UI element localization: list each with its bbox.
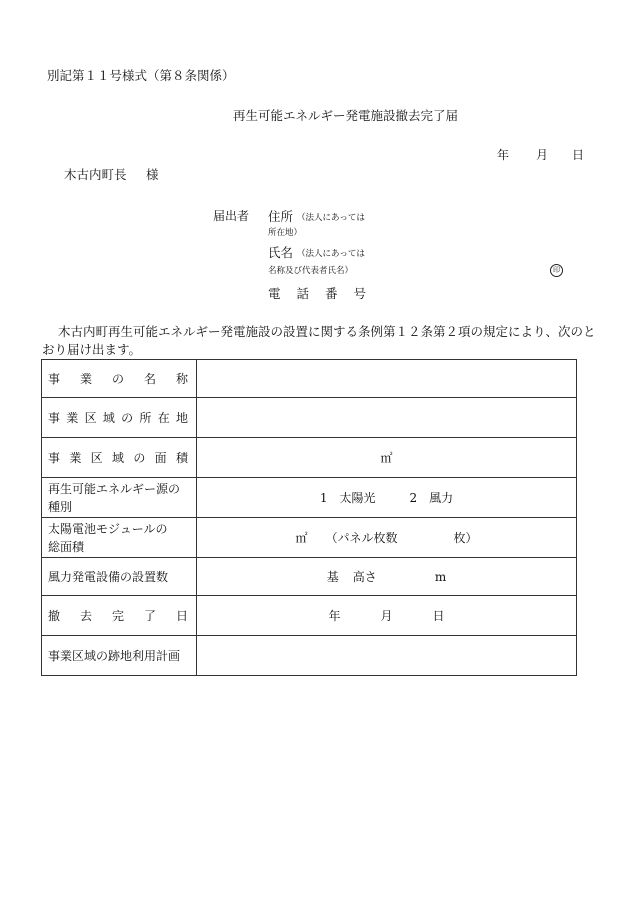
table-row bbox=[42, 558, 577, 596]
address-note-1: （法人にあっては bbox=[297, 213, 365, 223]
recipient-suffix: 様 bbox=[146, 167, 159, 182]
label-removal-date: 撤去完了日 bbox=[42, 596, 197, 636]
label-energy-type: 再生可能エネルギー源の 種別 bbox=[42, 478, 197, 518]
field-land-use-plan[interactable] bbox=[197, 636, 577, 676]
panel-count-open: （パネル枚数 bbox=[325, 531, 398, 545]
removal-day: 日 bbox=[432, 609, 445, 623]
name-label: 氏名 bbox=[268, 245, 294, 260]
field-business-location[interactable] bbox=[197, 398, 577, 438]
table-row bbox=[42, 596, 577, 636]
document-title: 再生可能エネルギー発電施設撤去完了届 bbox=[233, 108, 459, 123]
field-energy-type[interactable] bbox=[197, 478, 577, 518]
label-business-area: 事業区域の面積 bbox=[42, 438, 197, 478]
body-text-line-2: おり届け出ます。 bbox=[42, 342, 142, 357]
removal-month: 月 bbox=[380, 609, 393, 623]
table-row bbox=[42, 438, 577, 478]
wind-height-label: 高さ bbox=[352, 570, 377, 584]
label-business-name: 事業の名称 bbox=[42, 360, 197, 398]
label-wind-count: 風力発電設備の設置数 bbox=[42, 558, 197, 596]
address-label: 住所 bbox=[268, 209, 294, 224]
area-unit: ㎡ bbox=[380, 451, 393, 465]
phone-char-1: 電 bbox=[268, 286, 281, 301]
address-note-2: 所在地） bbox=[268, 228, 303, 238]
phone-char-3: 番 bbox=[324, 286, 338, 301]
field-business-name[interactable] bbox=[197, 360, 577, 398]
recipient-name: 木古内町長 bbox=[64, 167, 127, 182]
field-solar-module-area[interactable] bbox=[197, 518, 577, 558]
field-wind-count[interactable] bbox=[197, 558, 577, 596]
seal-mark: 印 bbox=[550, 264, 563, 277]
table-row bbox=[42, 360, 577, 398]
name-note-2: 名称及び代表者氏名） bbox=[268, 266, 354, 276]
details-table bbox=[41, 359, 577, 676]
option-wind[interactable]: 2 風力 bbox=[409, 491, 454, 505]
form-reference: 別記第１１号様式（第８条関係） bbox=[47, 68, 235, 83]
panel-count-close: 枚） bbox=[453, 531, 478, 545]
phone-char-4: 号 bbox=[353, 286, 366, 301]
phone-char-2: 話 bbox=[296, 286, 309, 301]
name-note-1: （法人にあっては bbox=[297, 249, 365, 259]
removal-year: 年 bbox=[328, 609, 341, 623]
wind-unit-base: 基 bbox=[326, 570, 339, 584]
wind-unit-m: m bbox=[434, 570, 447, 584]
module-area-unit: ㎡ bbox=[295, 531, 308, 545]
applicant-heading: 届出者 bbox=[213, 209, 250, 223]
table-row bbox=[42, 518, 577, 558]
body-text-line-1: 木古内町再生可能エネルギー発電施設の設置に関する条例第１２条第２項の規定により、次のと bbox=[58, 324, 596, 339]
option-solar[interactable]: 1 太陽光 bbox=[319, 491, 376, 505]
label-solar-module-area: 太陽電池モジュールの 総面積 bbox=[42, 518, 197, 558]
date-year: 年 bbox=[497, 148, 510, 162]
table-row bbox=[42, 478, 577, 518]
label-land-use-plan: 事業区域の跡地利用計画 bbox=[42, 636, 197, 676]
table-row bbox=[42, 636, 577, 676]
date-month: 月 bbox=[536, 148, 549, 162]
field-removal-date[interactable] bbox=[197, 596, 577, 636]
label-business-location: 事業区域の所在地 bbox=[42, 398, 197, 438]
date-day: 日 bbox=[572, 148, 585, 162]
phone-label bbox=[268, 284, 366, 302]
field-business-area[interactable] bbox=[197, 438, 577, 478]
table-row bbox=[42, 398, 577, 438]
